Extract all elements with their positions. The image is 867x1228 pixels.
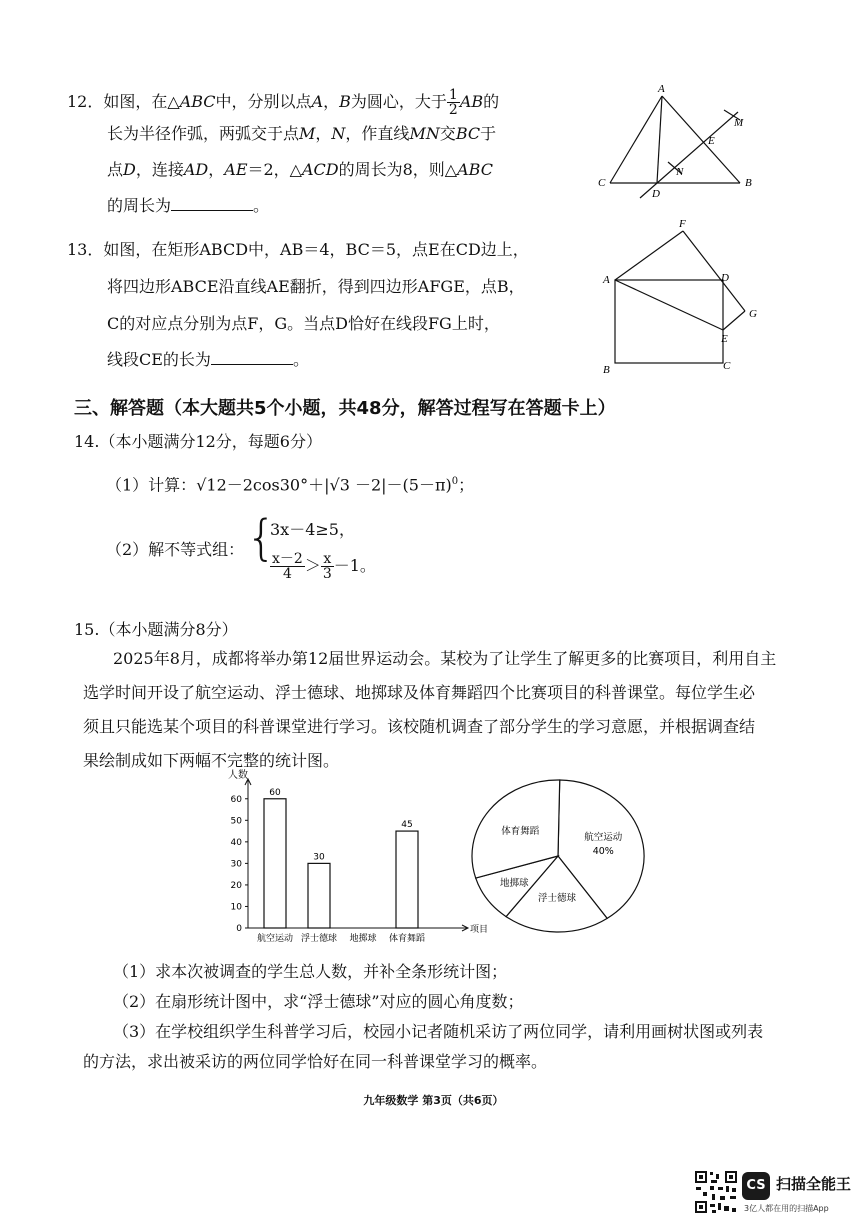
q14-header: 14.（本小题满分12分，每题6分） (74, 432, 322, 451)
q15-para-line4: 果绘制成如下两幅不完整的统计图。 (83, 751, 340, 770)
segment-AF (615, 231, 683, 280)
pie-slice-label: 地掷球 (499, 877, 529, 889)
label-D: D (652, 188, 660, 200)
y-tick-label: 30 (230, 859, 242, 870)
answer-blank (171, 196, 253, 211)
q13-rectangle-figure (595, 215, 770, 380)
pie-slice-label: 体育舞蹈 (501, 825, 540, 837)
label-E: E (708, 135, 715, 147)
q12-line3: 点D，连接AD，AE＝2，△ACD的周长为8，则△ABC (107, 160, 493, 179)
segment-GE (723, 311, 745, 330)
segment-AD (657, 96, 662, 183)
q12-line4: 的周长为 。 (107, 196, 270, 215)
y-tick-label: 40 (230, 837, 242, 848)
q15-sub2: （2）在扇形统计图中，求“浮士德球”对应的圆心角度数； (113, 992, 524, 1011)
pie-chart (468, 776, 648, 936)
label-A: A (658, 83, 665, 95)
q14-ineq1: 3x－4≥5， (270, 520, 355, 539)
camscanner-logo-icon: CS (742, 1172, 770, 1200)
q12-line2: 长为半径作弧，两弧交于点M，N，作直线MN交BC于 (107, 124, 497, 143)
q13-line2: 将四边形ABCE沿直线AE翻折，得到四边形AFGE，点B， (107, 277, 525, 296)
q14-ineq2: $\frac{x-2}{4}$ ＞ $\frac{x}{3}$ －1。 (272, 551, 376, 582)
bar-chart (218, 766, 489, 952)
bar (264, 799, 286, 928)
y-tick-label: 20 (230, 880, 242, 891)
q12-line1: 12．如图，在△ABC中，分别以点A，B为圆心，大于 $\frac{1}{2}$ AB的 (67, 87, 500, 118)
x-tick-label: 浮士德球 (300, 934, 338, 944)
q12-triangle-figure (590, 80, 770, 205)
app-tagline: 3亿人都在用的扫描App (744, 1204, 829, 1213)
system-brace: { (246, 510, 277, 566)
bar (308, 863, 330, 928)
pie-slice-label: 航空运动 (584, 831, 623, 843)
segment-AE (615, 280, 723, 330)
side-AC (610, 96, 662, 183)
y-tick-label: 60 (230, 794, 242, 805)
bar-value-label: 60 (269, 787, 281, 798)
side-AB (662, 96, 740, 183)
pie-slice-label: 浮士德球 (538, 892, 577, 904)
q15-sub3-line2: 的方法，求出被采访的两位同学恰好在同一科普课堂学习的概率。 (83, 1052, 548, 1071)
bar-value-label: 45 (401, 820, 413, 831)
rectangle-ABCD (615, 280, 723, 363)
label-B: B (745, 177, 752, 189)
y-tick-label: 10 (230, 902, 242, 913)
label-G: G (749, 308, 757, 320)
label-D: D (721, 272, 729, 284)
x-tick-label: 航空运动 (256, 934, 294, 944)
label-F: F (679, 218, 686, 230)
label-B: B (603, 364, 610, 376)
q13-line1: 13．如图，在矩形ABCD中，AB＝4，BC＝5，点E在CD边上， (67, 240, 529, 259)
x-axis-label: 项目 (470, 925, 489, 935)
label-C: C (723, 360, 731, 372)
label-A: A (603, 274, 610, 286)
page-footer: 九年级数学 第3页（共6页） (363, 1094, 504, 1107)
q14-part2-label: （2）解不等式组： (106, 540, 245, 559)
q15-header: 15.（本小题满分8分） (74, 620, 238, 639)
label-N: N (676, 166, 684, 178)
segment-FG (683, 231, 745, 311)
x-tick-label: 地掷球 (349, 934, 377, 944)
answer-blank (211, 350, 293, 365)
line-MN (640, 112, 738, 198)
q14-part1: （1）计算：$√12-2\cos 30^\circ+|√3 -2|-(5-\pi)^0$； (106, 475, 475, 495)
bar (396, 831, 418, 928)
q15-sub1: （1）求本次被调查的学生总人数，并补全条形统计图； (113, 962, 508, 981)
q15-sub3-line1: （3）在学校组织学生科普学习后，校园小记者随机采访了两位同学，请利用画树状图或列表 (113, 1022, 764, 1041)
y-tick-label: 0 (236, 924, 242, 934)
x-tick-label: 体育舞蹈 (388, 934, 426, 944)
label-E: E (721, 333, 728, 345)
q15-para-line3: 须且只能选某个项目的科普课堂进行学习。该校随机调查了部分学生的学习意愿，并根据调查结 (83, 717, 756, 736)
q15-para-line1: 2025年8月，成都将举办第12届世界运动会。某校为了让学生了解更多的比赛项目，利用自主 (113, 649, 777, 668)
q15-para-line2: 选学时间开设了航空运动、浮士德球、地掷球及体育舞蹈四个比赛项目的科普课堂。每位学生必 (83, 683, 756, 702)
label-C: C (598, 177, 606, 189)
qr-code-icon (694, 1170, 738, 1214)
section-title: 三、解答题（本大题共5个小题，共48分，解答过程写在答题卡上） (74, 398, 616, 419)
bar-value-label: 30 (313, 852, 325, 863)
pie-slice-percent: 40% (592, 845, 614, 857)
y-axis-label: 人数 (228, 770, 248, 781)
app-name: 扫描全能王 (776, 1175, 852, 1193)
q13-line4: 线段CE的长为 。 (107, 350, 309, 369)
label-M: M (734, 117, 744, 129)
fraction-half: $\frac{1}{2}$ (448, 87, 458, 118)
q13-line3: C的对应点分别为点F，G。当点D恰好在线段FG上时， (107, 314, 500, 333)
y-tick-label: 50 (230, 816, 242, 827)
